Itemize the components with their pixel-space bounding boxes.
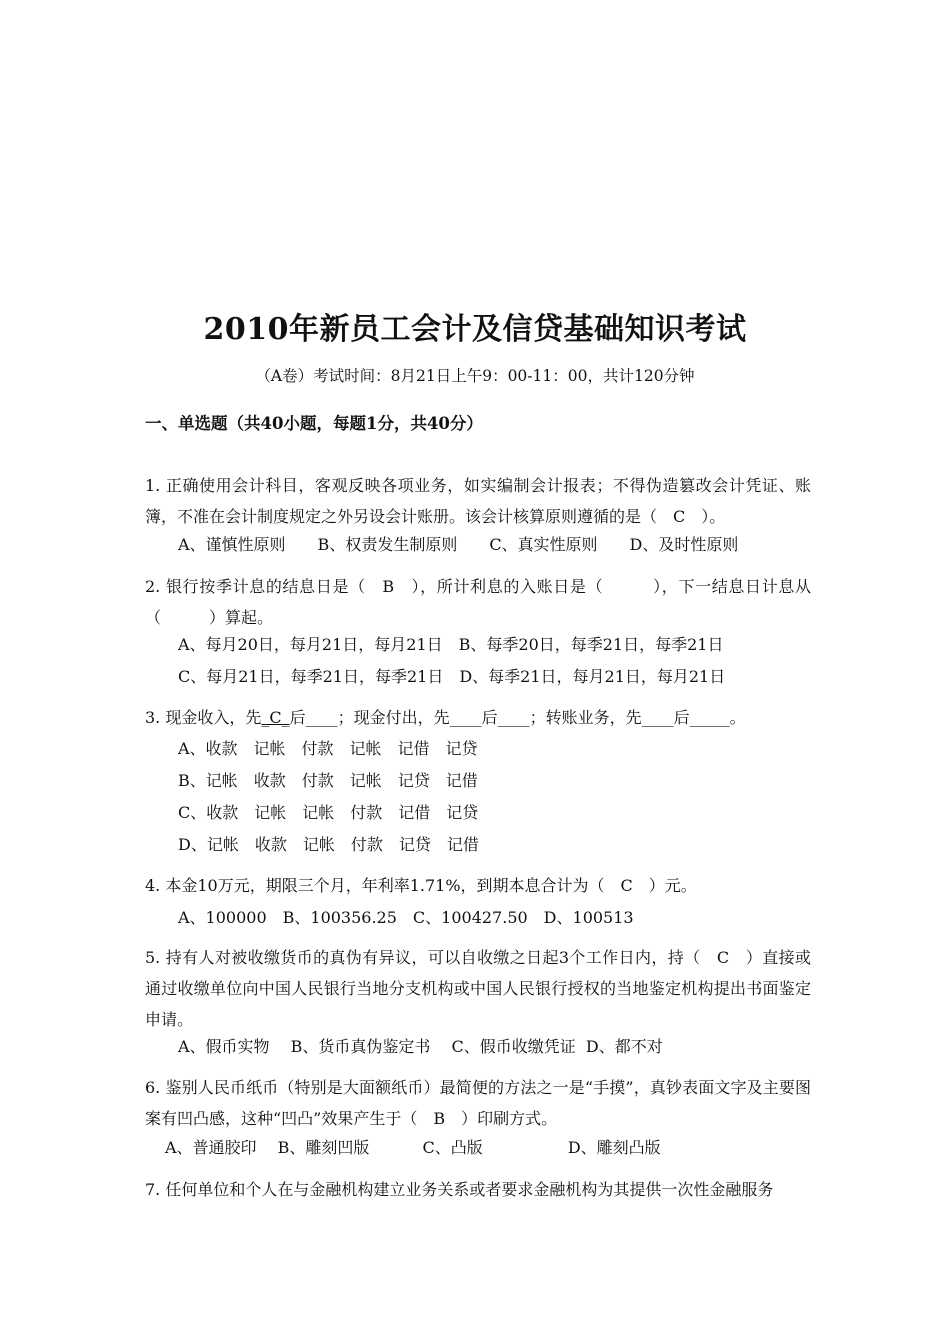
question-3-option-b: B、记帐 收款 付款 记帐 记贷 记借 [178,771,478,790]
question-3-option-a: A、收款 记帐 付款 记帐 记借 记贷 [178,739,478,758]
question-2-options-ab: A、每月20日，每月21日，每月21日 B、每季20日，每季21日，每季21日 [178,635,724,654]
page-title: 2010年新员工会计及信贷基础知识考试 [203,312,747,347]
question-3-prefix: 3. 现金收入，先 [145,708,262,727]
question-2: 2. 银行按季计息的结息日是（ B ），所计利息的入账日是（ ），下一结息日计息从（ ）算起。 [145,577,811,627]
question-3-option-d: D、记帐 收款 记帐 付款 记贷 记借 [178,835,479,854]
question-3-option-c: C、收款 记帐 记帐 付款 记借 记贷 [178,803,479,822]
question-1: 1. 正确使用会计科目，客观反映各项业务，如实编制会计报表；不得伪造篡改会计凭证、账簿，不准在会计制度规定之外另设会计账册。该会计核算原则遵循的是（ C ）。 [145,476,811,526]
question-1-options: A、谨慎性原则 B、权责发生制原则 C、真实性原则 D、及时性原则 [178,535,739,554]
question-6-options: A、普通胶印 B、雕刻凹版 C、凸版 D、雕刻凸版 [165,1138,661,1157]
question-2-options-cd: C、每月21日，每季21日，每季21日 D、每季21日，每月21日，每月21日 [178,667,726,686]
question-3 [145,702,811,733]
question-4-options: A、100000 B、100356.25 C、100427.50 D、100513 [178,908,634,927]
section-heading: 一、单选题（共40小题，每题1分，共40分） [145,414,483,433]
exam-info: （A卷）考试时间：8月21日上午9：00-11：00，共计120分钟 [255,367,695,385]
question-7: 7. 任何单位和个人在与金融机构建立业务关系或者要求金融机构为其提供一次性金融服务 [145,1180,774,1199]
question-5: 5. 持有人对被收缴货币的真伪有异议，可以自收缴之日起3个工作日内，持（ C ）直接或通过收缴单位向中国人民银行当地分支机构或中国人民银行授权的当地鉴定机构提出书面鉴定申请。 [145,948,811,1029]
question-5-options: A、假币实物 B、货币真伪鉴定书 C、假币收缴凭证 D、都不对 [178,1037,663,1056]
question-6: 6. 鉴别人民币纸币（特别是大面额纸币）最简便的方法之一是“手摸”，真钞表面文字及主要图案有凹凸感，这种“凹凸”效果产生于（ B ）印刷方式。 [145,1078,811,1128]
question-4: 4. 本金10万元，期限三个月，年利率1.71%，到期本息合计为（ C ）元。 [145,876,697,895]
question-3-answer-blank: _C_ [261,708,290,727]
question-3-suffix: 后____；现金付出，先____后____；转账业务，先____后_____。 [289,708,746,727]
